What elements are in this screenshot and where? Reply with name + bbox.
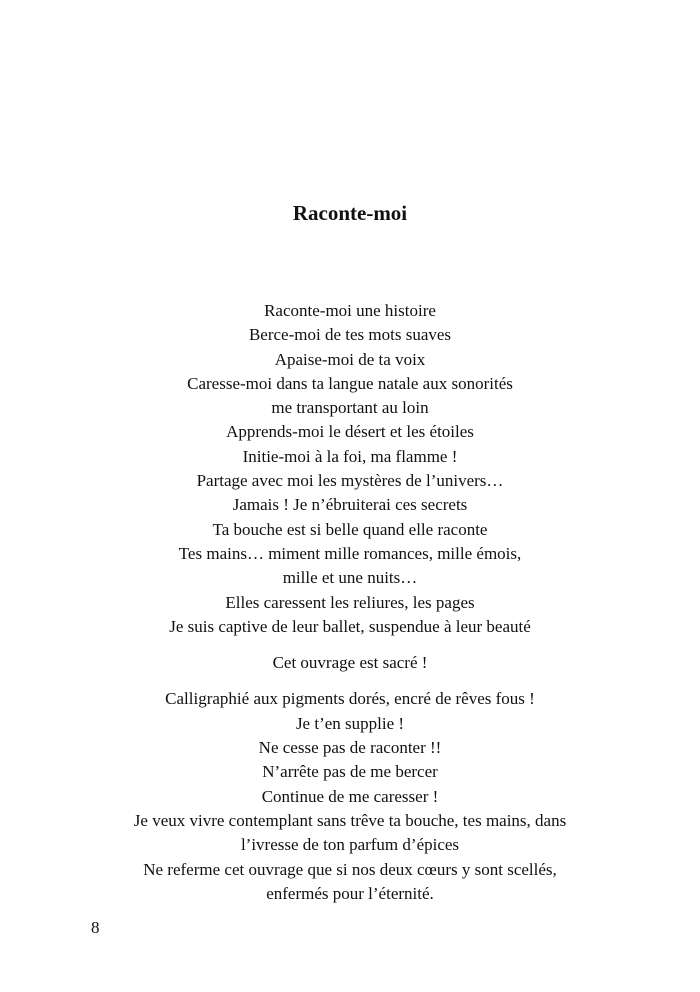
poem-line: Initie-moi à la foi, ma flamme !: [242, 446, 458, 466]
stanza-1: [0, 299, 700, 639]
stanza-2: [0, 651, 700, 675]
poem-line: Tes mains… miment mille romances, mille émois,: [178, 543, 522, 563]
poem-line: enfermés pour l’éternité.: [266, 883, 434, 903]
poem-line: Ta bouche est si belle quand elle raconte: [212, 519, 488, 539]
poem-line: Je veux vivre contemplant sans trêve ta bouche, tes mains, dans: [133, 810, 567, 830]
poem-line: Ne referme cet ouvrage que si nos deux cœurs y sont scellés,: [143, 859, 557, 879]
poem-line: mille et une nuits…: [282, 568, 418, 588]
stanza-gap: [0, 675, 700, 687]
poem-line: Partage avec moi les mystères de l’univers…: [196, 471, 504, 491]
poem-line: Berce-moi de tes mots suaves: [248, 325, 452, 345]
poem-line: Jamais ! Je n’ébruiterai ces secrets: [232, 495, 468, 515]
poem-line: Cet ouvrage est sacré !: [272, 653, 428, 673]
poem-line: Elles caressent les reliures, les pages: [225, 592, 475, 612]
poem-line: Raconte-moi une histoire: [264, 301, 436, 320]
poem-line: Je t’en supplie !: [295, 713, 405, 733]
poem-line: Ne cesse pas de raconter !!: [258, 738, 442, 758]
poem-line: me transportant au loin: [271, 398, 429, 418]
poem-line: Caresse-moi dans ta langue natale aux sonorités: [187, 373, 513, 393]
poem-line: l’ivresse de ton parfum d’épices: [240, 835, 460, 855]
stanza-3: [0, 687, 700, 906]
poem-line: N’arrête pas de me bercer: [262, 762, 438, 782]
poem-line: Apaise-moi de ta voix: [274, 349, 426, 369]
poem-line: Apprends-moi le désert et les étoiles: [226, 422, 474, 442]
page-number: 8: [91, 918, 100, 937]
stanza-gap: [0, 639, 700, 651]
poem-title: Raconte-moi: [292, 201, 408, 225]
poem-line: Je suis captive de leur ballet, suspendue à leur beauté: [169, 616, 531, 636]
poem-line: Continue de me caresser !: [261, 786, 439, 806]
poem-line: Calligraphié aux pigments dorés, encré de rêves fous !: [165, 689, 535, 709]
poem-body: [0, 299, 700, 906]
